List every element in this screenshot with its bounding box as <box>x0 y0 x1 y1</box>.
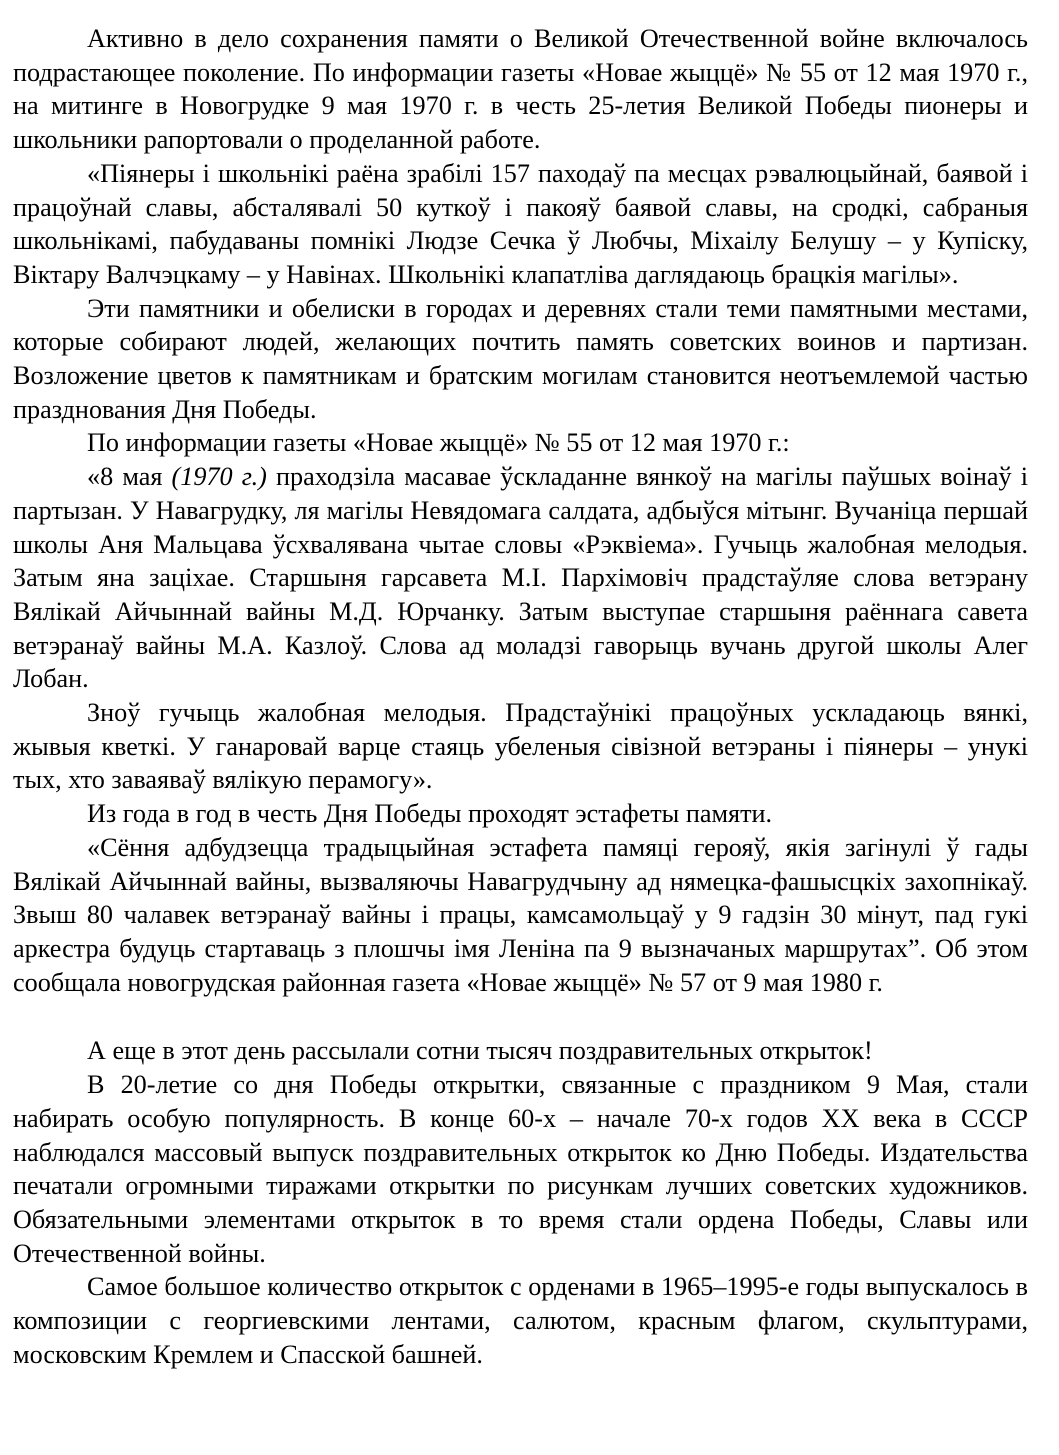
year-italic-note: (1970 г.) <box>171 462 267 492</box>
quote-continuation-text: праходзіла масавае ўскладанне вянкоў на магілы паўшых воінаў і партызан. У Навагрудку, ля магілы Невядомага салдата, адбыўся мітынг. Вучаніца першай школы Аня Мальцава ўсхвалявана чытае словы «Рэквіема». Гучыць жалобная мелодыя. Затым яна заціхае. Старшыня гарсавета М.І. Пархімовіч прадстаўляе слова ветэрану Вялікай Айчыннай вайны М.Д. Юрчанку. Затым выступае старшыня раённага савета ветэранаў вайны М.А. Казлоў. Слова ад моладзі гаворыць вучань другой школы Алег Лобан. <box>13 462 1028 694</box>
document-page <box>13 22 1028 1371</box>
paragraph-gap <box>13 999 1028 1034</box>
paragraph-postcards-intro: А еще в этот день рассылали сотни тысяч поздравительных открыток! <box>87 1036 873 1066</box>
paragraph-monuments: Эти памятники и обелиски в городах и деревнях стали теми памятными местами, которые собирают людей, желающих почтить память советских воинов и партизан. Возложение цветов к памятникам и братским могилам становится неотъемлемой частью празднования Дня Победы. <box>13 293 1028 424</box>
paragraph-mourning-melody: Зноў гучыць жалобная мелодыя. Прадстаўнікі працоўных ускладаюць вянкі, жывыя кветкі. У ганаровай варце стаяць убеленыя сівізной ветэраны і піянеры – унукі тых, хто заваяваў вялікую перамогу». <box>13 698 1028 795</box>
paragraph-postcards-popularity: В 20-летие со дня Победы открытки, связанные с праздником 9 Мая, стали набирать особую популярность. В конце 60-х – начале 70-х годов ХХ века в СССР наблюдался массовый выпуск поздравительных открыток ко Дню Победы. Издательства печатали огромными тиражами открытки по рисункам лучших советских художников. Обязательными элементами открыток в то время стали ордена Победы, Славы или Отечественной войны. <box>13 1070 1028 1268</box>
paragraph-youth-memory: Активно в дело сохранения памяти о Великой Отечественной войне включалось подрастающее поколение. По информации газеты «Новае жыццё» № 55 от 12 мая 1970 г., на митинге в Новогрудке 9 мая 1970 г. в честь 25-летия Великой Победы пионеры и школьники рапортовали о проделанной работе. <box>13 24 1028 155</box>
paragraph-memory-relay: Из года в год в честь Дня Победы проходят эстафеты памяти. <box>87 799 773 829</box>
paragraph-wreath-laying-quote <box>13 460 1028 696</box>
paragraph-newspaper-source: По информации газеты «Новае жыццё» № 55 от 12 мая 1970 г.: <box>87 428 790 458</box>
paragraph-relay-quote: «Сёння адбудзецца традыцыйная эстафета памяці герояў, якія загінулі ў гады Вялікай Айчыннай вайны, вызваляючы Навагрудчыну ад нямецка-фашысцкіх захопнікаў. Звыш 80 чалавек ветэранаў вайны і працы, камсамольцаў у 9 гадзін 30 мінут, пад гукі аркестра будуць стартаваць з плошчы імя Леніна па 9 вызначаных маршрутах”. Об этом сообщала новогрудская районная газета «Новае жыццё» № 57 от 9 мая 1980 г. <box>13 832 1028 997</box>
quote-start-text: «8 мая <box>87 462 172 492</box>
paragraph-postcards-compositions: Самое большое количество открыток с орденами в 1965–1995-е годы выпускалось в композиции с георгиевскими лентами, салютом, красным флагом, скульптурами, московским Кремлем и Спасской башней. <box>13 1272 1028 1369</box>
paragraph-pioneers-quote: «Піянеры і школьнікі раёна зрабілі 157 паходаў па месцах рэвалюцыйнай, баявой і працоўнай славы, абсталявалі 50 куткоў і пакояў баявой славы, на сродкі, сабраныя школьнікамі, пабудаваны помнікі Людзе Сечка ў Любчы, Міхаілу Белушу – у Купіску, Віктару Валчэцкаму – у Навінах. Школьнікі клапатліва даглядаюць брацкія магілы». <box>13 158 1028 289</box>
